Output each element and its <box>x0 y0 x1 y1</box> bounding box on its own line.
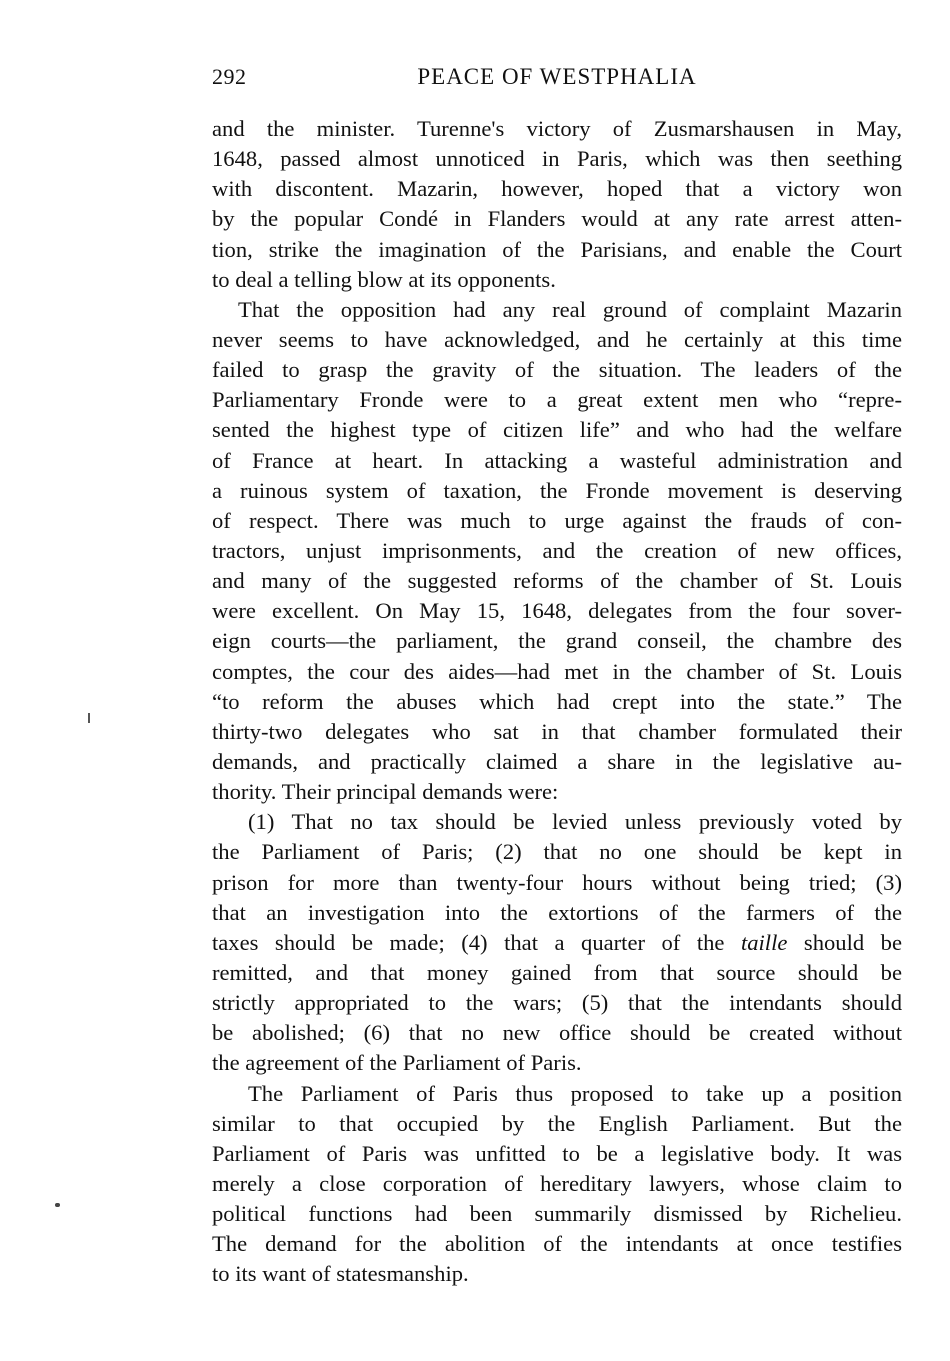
text-line: and many of the suggested reforms of the chamber of St. Louis <box>212 568 902 594</box>
text-line: a ruinous system of taxation, the Fronde movement is deserving <box>212 477 902 503</box>
text-line: of respect. There was much to urge against the frauds of con- <box>212 507 902 533</box>
running-head <box>212 64 902 96</box>
text-line: strictly appropriated to the wars; (5) that the intendants should <box>212 990 902 1016</box>
text-line: demands, and practically claimed a share in the legislative au- <box>212 748 902 774</box>
text-line: (1) That no tax should be levied unless previously voted by <box>248 809 902 835</box>
text-line: the agreement of the Parliament of Paris. <box>212 1050 582 1076</box>
text-line: to its want of statesmanship. <box>212 1261 469 1287</box>
italic-line-prefix: taxes should be made; (4) that a quarter of the <box>212 929 741 955</box>
paragraph-1 <box>212 114 902 295</box>
text-line: of France at heart. In attacking a wasteful administration and <box>212 447 902 473</box>
text-line: and the minister. Turenne's victory of Zusmarshausen in May, <box>212 116 902 141</box>
text-line: The demand for the abolition of the intendants at once testifies <box>212 1231 902 1257</box>
text-line: with discontent. Mazarin, however, hoped that a victory won <box>212 176 902 202</box>
paragraph-2 <box>212 295 902 807</box>
text-line: tractors, unjust imprisonments, and the creation of new offices, <box>212 537 902 563</box>
text-line: merely a close corporation of hereditary lawyers, whose claim to <box>212 1170 902 1196</box>
text-line: Parliament of Paris was unfitted to be a legislative body. It was <box>212 1140 902 1166</box>
text-line: failed to grasp the gravity of the situation. The leaders of the <box>212 357 902 383</box>
text-line: similar to that occupied by the English Parliament. But the <box>212 1110 902 1136</box>
text-line: Parliamentary Fronde were to a great extent men who “repre- <box>212 387 902 413</box>
text-line: never seems to have acknowledged, and he certainly at this time <box>212 326 902 352</box>
text-line: to deal a telling blow at its opponents. <box>212 266 556 292</box>
text-line: 1648, passed almost unnoticed in Paris, which was then seething <box>212 146 902 172</box>
text-line: thority. Their principal demands were: <box>212 779 559 805</box>
text-line: by the popular Condé in Flanders would at any rate arrest atten- <box>212 206 902 232</box>
text-line: remitted, and that money gained from that source should be <box>212 959 902 985</box>
text-line: thirty-two delegates who sat in that chamber formulated their <box>212 718 902 744</box>
paragraph-3-demands-list <box>212 807 902 1078</box>
running-title: PEACE OF WESTPHALIA <box>417 64 697 89</box>
scan-speck <box>55 1203 60 1207</box>
text-line: were excellent. On May 15, 1648, delegates from the four sover- <box>212 598 902 624</box>
text-line: the Parliament of Paris; (2) that no one should be kept in <box>212 839 902 865</box>
italic-line-suffix: should be <box>787 929 902 955</box>
body-text <box>212 114 902 1289</box>
text-line: “to reform the abuses which had crept into the state.” The <box>212 688 902 714</box>
page-number: 292 <box>212 64 247 89</box>
text-line-with-italic <box>212 928 902 958</box>
text-line: that an investigation into the extortions of the farmers of the <box>212 899 902 925</box>
italic-term-taille: taille <box>740 929 788 955</box>
text-line: be abolished; (6) that no new office should be created without <box>212 1020 902 1046</box>
paragraph-4 <box>212 1079 902 1290</box>
text-line: The Parliament of Paris thus proposed to take up a position <box>248 1080 902 1106</box>
text-line: prison for more than twenty-four hours without being tried; (3) <box>212 869 902 895</box>
text-line: tion, strike the imagination of the Parisians, and enable the Court <box>212 236 902 262</box>
text-line: That the opposition had any real ground of complaint Mazarin <box>238 296 902 322</box>
text-line: political functions had been summarily dismissed by Richelieu. <box>212 1201 902 1227</box>
text-line: comptes, the cour des aides—had met in the chamber of St. Louis <box>212 658 902 684</box>
text-line: sented the highest type of citizen life” and who had the welfare <box>212 417 902 443</box>
scan-speck <box>88 713 90 723</box>
text-line: eign courts—the parliament, the grand conseil, the chambre des <box>212 628 902 654</box>
